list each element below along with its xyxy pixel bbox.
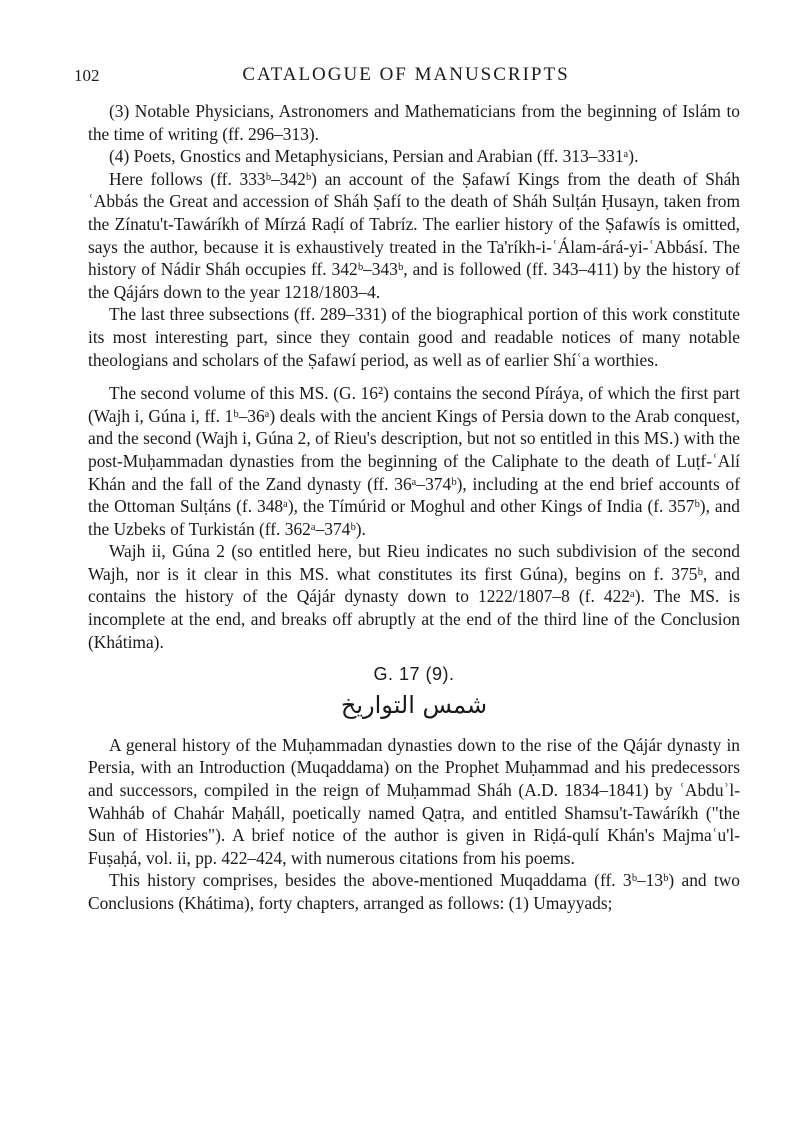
shelfmark: G. 17 (9). xyxy=(373,664,455,685)
list-item-3: (3) Notable Physicians, Astronomers and Mathematicians from the beginning of Islám to the time of writing (ff. 296–313). xyxy=(88,101,740,144)
paragraph-biographical-subsections: The last three subsections (ff. 289–331) of the biographical portion of this work constitute its most interesting part, since they contain good and readable notices of many notable theologians and scholars of the Ṣafawí period, as well as of earlier Shíʿa worthies. xyxy=(88,304,740,370)
paragraph-safawi-kings: Here follows (ff. 333ᵇ–342ᵇ) an account of the Ṣafawí Kings from the death of Sháh ʿAbbás the Great and accession of Sháh Ṣafí to the death of Sháh Sulṭán Ḥusayn, taken from the Zínatu't-Tawáríkh of Mírzá Raḍí of Tabríz. The earlier history of the Ṣafawís is omitted, says the author, because it is exhaustively treated in the Ta'ríkh-i-ʿÁlam-árá-yi-ʿAbbásí. The history of Nádir Sháh occupies ff. 342ᵇ–343ᵇ, and is followed (ff. 343–411) by the history of the Qájárs down to the year 1218/1803–4. xyxy=(88,168,740,302)
page-header xyxy=(74,64,738,90)
page-number: 102 xyxy=(74,66,100,85)
list-item-4: (4) Poets, Gnostics and Metaphysicians, Persian and Arabian (ff. 313–331ᵃ). xyxy=(109,146,639,167)
paragraph-general-history: A general history of the Muḥammadan dynasties down to the rise of the Qájár dynasty in Persia, with an Introduction (Muqaddama) on the Prophet Muḥammad and his predecessors and successors, compiled in the reign of Muḥammad Sháh (A.D. 1834–1841) by ʿAbduʾl-Wahháb of Chahár Maḥáll, poetically named Qaṭra, and entitled Shamsu't-Tawáríkh ("the Sun of Histories"). A brief notice of the author is given in Riḍá-qulí Khán's Majmaʿu'l-Fuṣaḥá, vol. ii, pp. 422–424, with numerous citations from his poems. xyxy=(88,734,740,868)
running-head: CATALOGUE OF MANUSCRIPTS xyxy=(242,64,570,85)
paragraph-wajh-ii: Wajh ii, Gúna 2 (so entitled here, but Rieu indicates no such subdivision of the second Wajh, nor is it clear in this MS. what constitutes its first Gúna), begins on f. 375ᵇ, and contains the history of the Qájár dynasty down to 1222/1807–8 (f. 422ᵃ). The MS. is incomplete at the end, and breaks off abruptly at the end of the third line of the Conclusion (Khátima). xyxy=(88,541,740,652)
body-text xyxy=(88,100,740,915)
paragraph-history-comprises: This history comprises, besides the above-mentioned Muqaddama (ff. 3ᵇ–13ᵇ) and two Conclusions (Khátima), forty chapters, arranged as follows: (1) Umayyads; xyxy=(88,870,740,913)
paragraph-second-volume: The second volume of this MS. (G. 16²) contains the second Píráya, of which the first part (Wajh i, Gúna i, ff. 1ᵇ–36ᵃ) deals with the ancient Kings of Persia down to the Arab conquest, and the second (Wajh i, Gúna 2, of Rieu's description, but not so entitled in this MS.) with the post-Muḥammadan dynasties from the beginning of the Caliphate to the death of Luṭf-ʿAlí Khán and the fall of the Zand dynasty (ff. 36ᵃ–374ᵇ), including at the end brief accounts of the Ottoman Sulṭáns (f. 348ᵃ), the Tímúrid or Moghul and other Kings of India (f. 357ᵇ), and the Uzbeks of Turkistán (ff. 362ᵃ–374ᵇ). xyxy=(88,383,740,539)
arabic-title: شمس التواريخ xyxy=(340,690,488,719)
